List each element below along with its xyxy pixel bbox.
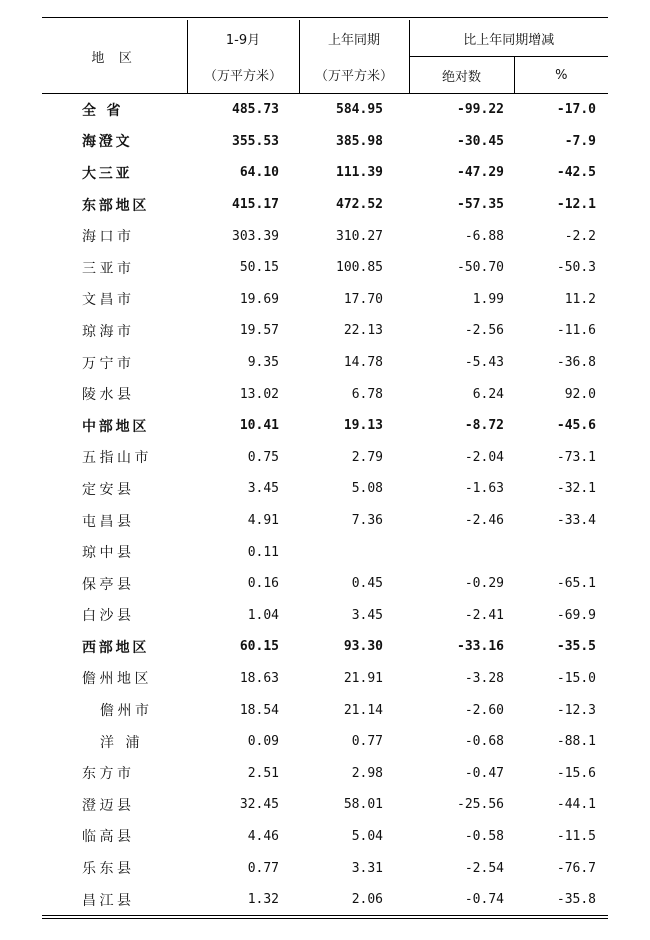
- region-name-cell: 三亚市: [82, 260, 135, 277]
- current-value-cell: 1.32: [247, 892, 279, 908]
- region-name-cell: 东方市: [82, 766, 135, 783]
- percent-change-cell: -42.5: [556, 165, 597, 181]
- absolute-change-cell: [409, 536, 514, 568]
- absolute-change-cell: -1.63: [464, 481, 504, 497]
- last-year-value-cell: 111.39: [336, 165, 383, 181]
- current-value-cell: 303.39: [232, 228, 279, 244]
- region-name-cell: 定安县: [82, 481, 135, 498]
- table-row: [42, 789, 608, 821]
- table-row: [42, 726, 608, 758]
- percent-change-cell: -50.3: [556, 260, 597, 276]
- current-value-cell: 32.45: [239, 797, 279, 813]
- percent-change-cell: -11.6: [556, 323, 597, 339]
- header-current-unit: （万平方米）: [187, 57, 299, 94]
- table-body: [42, 94, 608, 916]
- current-value-cell: 50.15: [239, 260, 279, 276]
- region-name-cell: 昌江县: [82, 892, 135, 909]
- region-name-cell: 东部地区: [82, 197, 150, 214]
- region-name-cell: 澄迈县: [82, 797, 135, 814]
- region-name-cell: 琼海市: [82, 323, 135, 340]
- table-row: [42, 220, 608, 252]
- last-year-value-cell: 472.52: [336, 197, 383, 213]
- percent-change-cell: [514, 536, 608, 568]
- current-value-cell: 4.46: [247, 828, 279, 844]
- last-year-value-cell: 21.14: [343, 702, 383, 718]
- current-value-cell: 19.69: [239, 291, 279, 307]
- last-year-value-cell: 2.06: [351, 892, 383, 908]
- statistics-table-sheet: [42, 17, 608, 919]
- region-name-cell: 乐东县: [82, 861, 135, 878]
- absolute-change-cell: -0.47: [464, 765, 504, 781]
- current-value-cell: 0.11: [247, 544, 279, 560]
- top-rule: [42, 17, 608, 18]
- percent-change-cell: -69.9: [556, 607, 597, 623]
- last-year-value-cell: 2.98: [351, 765, 383, 781]
- table-row: [42, 473, 608, 505]
- table-row: [42, 568, 608, 600]
- absolute-change-cell: -0.74: [464, 892, 504, 908]
- percent-change-cell: -35.5: [556, 639, 597, 655]
- region-name-cell: 五指山市: [82, 450, 152, 467]
- last-year-value-cell: 22.13: [343, 323, 383, 339]
- current-value-cell: 3.45: [247, 481, 279, 497]
- region-name-cell: 屯昌县: [82, 513, 135, 530]
- last-year-value-cell: 58.01: [343, 797, 383, 813]
- table-row: [42, 663, 608, 695]
- table-row: [42, 126, 608, 158]
- percent-change-cell: -65.1: [556, 576, 597, 592]
- current-value-cell: 64.10: [239, 165, 279, 181]
- absolute-change-cell: -6.88: [464, 228, 504, 244]
- absolute-change-cell: -2.54: [464, 860, 504, 876]
- table-row: [42, 157, 608, 189]
- last-year-value-cell: 2.79: [351, 449, 383, 465]
- last-year-value-cell: 584.95: [336, 102, 383, 118]
- current-value-cell: 485.73: [232, 102, 279, 118]
- table-row: [42, 94, 608, 126]
- absolute-change-cell: -50.70: [457, 260, 504, 276]
- table-row: [42, 410, 608, 442]
- current-value-cell: 4.91: [247, 513, 279, 529]
- last-year-value-cell: 19.13: [343, 418, 383, 434]
- region-name-cell: 洋 浦: [100, 734, 143, 751]
- table-row: [42, 252, 608, 284]
- percent-change-cell: -32.1: [556, 481, 597, 497]
- absolute-change-cell: 1.99: [472, 291, 504, 307]
- absolute-change-cell: -2.04: [464, 449, 504, 465]
- percent-change-cell: -88.1: [556, 734, 597, 750]
- last-year-value-cell: 7.36: [351, 513, 383, 529]
- table-row: [42, 378, 608, 410]
- header-current-period: 1-9月: [187, 20, 299, 57]
- table-header: [42, 20, 608, 94]
- region-name-cell: 保亭县: [82, 576, 135, 593]
- table-row: [42, 315, 608, 347]
- current-value-cell: 19.57: [239, 323, 279, 339]
- percent-change-cell: -73.1: [556, 449, 597, 465]
- absolute-change-cell: -99.22: [457, 102, 504, 118]
- absolute-change-cell: -5.43: [464, 355, 504, 371]
- absolute-change-cell: -3.28: [464, 670, 504, 686]
- percent-change-cell: -35.8: [556, 892, 597, 908]
- table-row: [42, 284, 608, 316]
- current-value-cell: 1.04: [247, 607, 279, 623]
- absolute-change-cell: -47.29: [457, 165, 504, 181]
- percent-change-cell: -7.9: [564, 133, 597, 149]
- table-row: [42, 694, 608, 726]
- region-name-cell: 西部地区: [82, 639, 150, 656]
- percent-change-cell: 11.2: [564, 291, 597, 307]
- current-value-cell: 10.41: [239, 418, 279, 434]
- absolute-change-cell: -2.60: [464, 702, 504, 718]
- current-value-cell: 2.51: [247, 765, 279, 781]
- last-year-value-cell: 21.91: [343, 670, 383, 686]
- percent-change-cell: -76.7: [556, 860, 597, 876]
- header-region: 地 区: [91, 51, 138, 66]
- absolute-change-cell: -0.68: [464, 734, 504, 750]
- percent-change-cell: -15.0: [556, 670, 597, 686]
- header-change-group: 比上年同期增减: [409, 20, 608, 57]
- absolute-change-cell: -25.56: [457, 797, 504, 813]
- region-name-cell: 文昌市: [82, 292, 135, 309]
- current-value-cell: 0.75: [247, 449, 279, 465]
- header-percent: %: [514, 57, 608, 94]
- region-name-cell: 万宁市: [82, 355, 135, 372]
- bottom-rule-thick: [42, 918, 608, 919]
- header-last-year: 上年同期: [299, 20, 409, 57]
- table-row: [42, 631, 608, 663]
- last-year-value-cell: 310.27: [336, 228, 383, 244]
- region-name-cell: 儋州地区: [82, 671, 152, 688]
- percent-change-cell: -2.2: [564, 228, 597, 244]
- last-year-value-cell: 385.98: [336, 133, 383, 149]
- current-value-cell: 0.16: [247, 576, 279, 592]
- last-year-value-cell: 3.31: [351, 860, 383, 876]
- bottom-rule: [42, 915, 608, 916]
- region-name-cell: 陵水县: [82, 387, 135, 404]
- absolute-change-cell: 6.24: [472, 386, 504, 402]
- absolute-change-cell: -0.29: [464, 576, 504, 592]
- table-row: [42, 442, 608, 474]
- absolute-change-cell: -33.16: [457, 639, 504, 655]
- current-value-cell: 0.09: [247, 734, 279, 750]
- percent-change-cell: -17.0: [556, 102, 597, 118]
- absolute-change-cell: -2.41: [464, 607, 504, 623]
- table-row: [42, 600, 608, 632]
- last-year-value-cell: 17.70: [343, 291, 383, 307]
- percent-change-cell: 92.0: [564, 386, 597, 402]
- last-year-value-cell: 0.45: [351, 576, 383, 592]
- percent-change-cell: -12.1: [556, 197, 597, 213]
- table-row: [42, 505, 608, 537]
- percent-change-cell: -15.6: [556, 765, 597, 781]
- last-year-value-cell: 5.08: [351, 481, 383, 497]
- region-name-cell: 中部地区: [82, 418, 150, 435]
- last-year-value-cell: 0.77: [351, 734, 383, 750]
- percent-change-cell: -33.4: [556, 513, 597, 529]
- region-name-cell: 全 省: [82, 102, 124, 119]
- table-row: [42, 884, 608, 916]
- last-year-value-cell: 3.45: [351, 607, 383, 623]
- region-name-cell: 白沙县: [82, 608, 135, 625]
- percent-change-cell: -36.8: [556, 355, 597, 371]
- percent-change-cell: -11.5: [556, 828, 597, 844]
- region-name-cell: 海澄文: [82, 134, 133, 151]
- absolute-change-cell: -0.58: [464, 828, 504, 844]
- last-year-value-cell: 5.04: [351, 828, 383, 844]
- region-name-cell: 临高县: [82, 829, 135, 846]
- current-value-cell: 415.17: [232, 197, 279, 213]
- current-value-cell: 13.02: [239, 386, 279, 402]
- current-value-cell: 355.53: [232, 133, 279, 149]
- header-last-year-unit: （万平方米）: [299, 57, 409, 94]
- table-row: [42, 757, 608, 789]
- table-row: [42, 347, 608, 379]
- region-name-cell: 儋州市: [100, 703, 153, 720]
- last-year-value-cell: 93.30: [343, 639, 383, 655]
- region-name-cell: 海口市: [82, 229, 135, 246]
- percent-change-cell: -44.1: [556, 797, 597, 813]
- absolute-change-cell: -2.46: [464, 513, 504, 529]
- table-row: [42, 536, 608, 568]
- current-value-cell: 0.77: [247, 860, 279, 876]
- current-value-cell: 60.15: [239, 639, 279, 655]
- last-year-value-cell: [299, 536, 409, 568]
- last-year-value-cell: 6.78: [351, 386, 383, 402]
- region-name-cell: 琼中县: [82, 545, 135, 562]
- last-year-value-cell: 100.85: [336, 260, 383, 276]
- absolute-change-cell: -30.45: [457, 133, 504, 149]
- table-row: [42, 189, 608, 221]
- current-value-cell: 18.54: [239, 702, 279, 718]
- table-row: [42, 821, 608, 853]
- percent-change-cell: -45.6: [556, 418, 597, 434]
- absolute-change-cell: -2.56: [464, 323, 504, 339]
- absolute-change-cell: -8.72: [464, 418, 504, 434]
- current-value-cell: 18.63: [239, 670, 279, 686]
- percent-change-cell: -12.3: [556, 702, 597, 718]
- last-year-value-cell: 14.78: [343, 355, 383, 371]
- current-value-cell: 9.35: [247, 355, 279, 371]
- absolute-change-cell: -57.35: [457, 197, 504, 213]
- table-row: [42, 852, 608, 884]
- region-name-cell: 大三亚: [82, 165, 133, 182]
- area-statistics-table: [42, 20, 608, 915]
- header-absolute: 绝对数: [409, 57, 514, 94]
